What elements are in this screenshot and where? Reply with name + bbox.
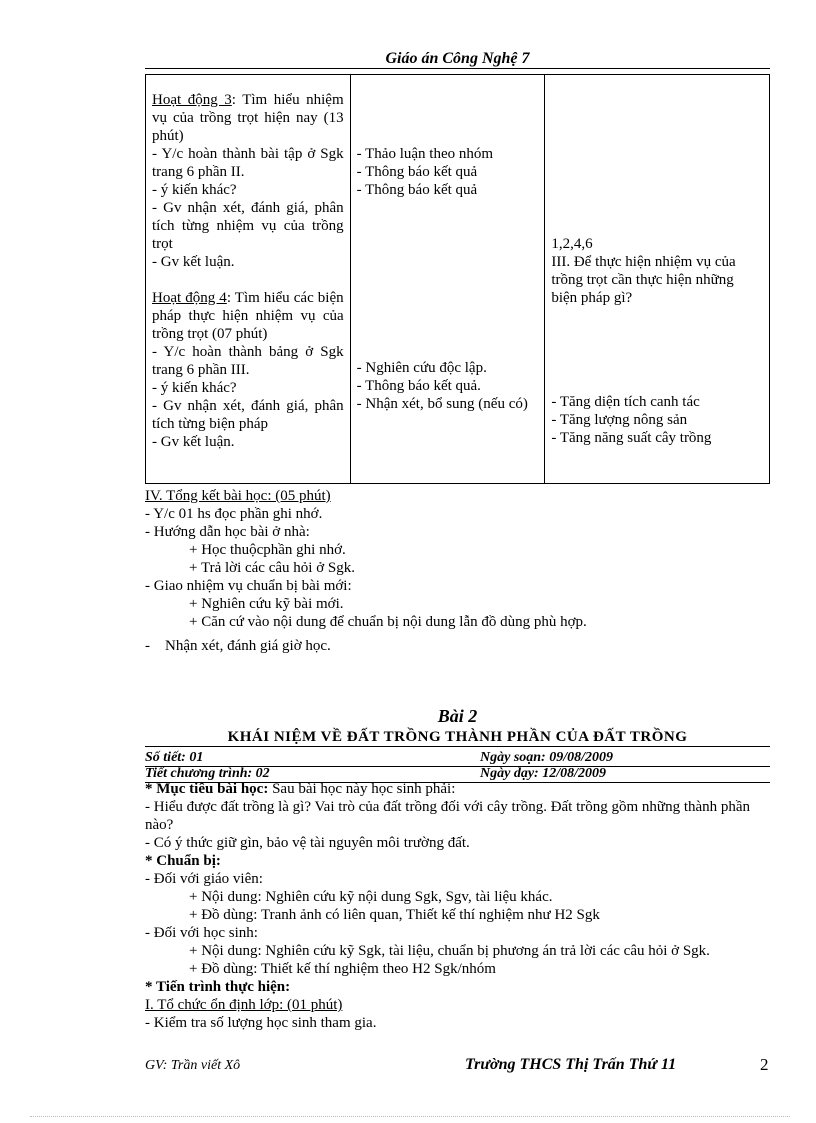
objectives-heading: * Mục tiêu bài học: Sau bài học này học sinh phải:	[145, 781, 456, 797]
objective-line: - Hiểu được đất trồng là gì? Vai trò của đất trồng đối với cây trồng. Đất trồng gồm những thành phần nào?	[145, 799, 751, 833]
measure-item: - Tăng diện tích canh tác	[551, 394, 700, 410]
activity-3-line: - Y/c hoàn thành bài tập ở Sgk trang 6 phần II.	[152, 146, 344, 180]
so-tiet: Số tiết: 01	[145, 750, 204, 765]
prep-line: + Nội dung: Nghiên cứu kỹ Sgk, tài liệu, chuẩn bị phương án trả lời các câu hỏi ở Sgk.	[189, 943, 710, 959]
procedure-line: I. Tổ chức ổn định lớp: (01 phút)	[145, 997, 343, 1013]
student-line: - Thông báo kết quả.	[356, 378, 481, 394]
answer-text: 1,2,4,6	[551, 236, 593, 252]
prep-line: + Nội dung: Nghiên cứu kỹ nội dung Sgk, Sgv, tài liệu khác.	[189, 889, 553, 905]
page-bottom-divider	[30, 1116, 790, 1117]
lesson-meta-row	[145, 750, 770, 767]
lesson-body	[145, 780, 775, 1032]
ngay-soan: Ngày soạn: 09/08/2009	[480, 750, 613, 765]
summary-line: - Y/c 01 hs đọc phần ghi nhớ.	[145, 506, 323, 522]
prep-line: - Đối với giáo viên:	[145, 871, 263, 887]
objective-line: - Có ý thức giữ gìn, bảo vệ tài nguyên môi trường đất.	[145, 835, 470, 851]
preparation-heading: * Chuẩn bị:	[145, 853, 221, 869]
activity-3-line: - Gv nhận xét, đánh giá, phân tích từng nhiệm vụ của trồng trọt	[152, 200, 344, 252]
content-cell	[545, 75, 770, 484]
page-number: 2	[760, 1055, 769, 1074]
activity-4-line: - Gv kết luận.	[152, 434, 235, 450]
student-line: - Nghiên cứu độc lập.	[356, 360, 487, 376]
footer-author: GV: Trần viết Xô	[145, 1058, 241, 1073]
page-header: Giáo án Công Nghệ 7	[385, 50, 530, 67]
measure-item: - Tăng lượng nông sản	[551, 412, 688, 428]
student-activities-cell	[350, 75, 545, 484]
student-line: - Nhận xét, bổ sung (nếu có)	[356, 396, 528, 412]
activity-3-heading: Hoạt động 3: Tìm hiểu nhiệm vụ của trồng trọt hiện nay (13 phút)	[152, 92, 344, 144]
measure-item: - Tăng năng suất cây trồng	[551, 430, 712, 446]
prep-line: + Đồ dùng: Tranh ảnh có liên quan, Thiết kế thí nghiệm như H2 Sgk	[189, 907, 600, 923]
procedure-heading: * Tiến trình thực hiện:	[145, 979, 291, 995]
summary-line: - Giao nhiệm vụ chuẩn bị bài mới:	[145, 578, 352, 594]
activity-3-line: - ý kiến khác?	[152, 182, 237, 198]
summary-line: + Học thuộcphần ghi nhớ.	[189, 542, 346, 558]
lesson-number: Bài 2	[437, 706, 478, 726]
summary-line: + Nghiên cứu kỹ bài mới.	[189, 596, 344, 612]
summary-line: - Hướng dẫn học bài ở nhà:	[145, 524, 310, 540]
summary-section	[145, 487, 775, 655]
lesson-title: KHÁI NIỆM VỀ ĐẤT TRỒNG THÀNH PHẦN CỦA ĐẤT TRỒNG	[145, 728, 770, 747]
activity-4-line: - Y/c hoàn thành bảng ở Sgk trang 6 phần III.	[152, 344, 344, 378]
footer-school: Trường THCS Thị Trấn Thứ 11	[465, 1056, 677, 1073]
prep-line: + Đồ dùng: Thiết kế thí nghiệm theo H2 Sgk/nhóm	[189, 961, 496, 977]
procedure-line: - Kiểm tra số lượng học sinh tham gia.	[145, 1015, 377, 1031]
header-rule	[145, 68, 770, 69]
teacher-activities-cell	[146, 75, 351, 484]
summary-line: + Trả lời các câu hỏi ở Sgk.	[189, 560, 355, 576]
summary-line: + Căn cứ vào nội dung để chuẩn bị nội dung lẫn đồ dùng phù hợp.	[189, 614, 587, 630]
table-row	[146, 75, 770, 484]
student-line: - Thông báo kết quả	[356, 182, 478, 198]
tiet-chuong-trinh: Tiết chương trình: 02	[145, 766, 270, 781]
student-line: - Thông báo kết quả	[356, 164, 478, 180]
summary-line: - Nhận xét, đánh giá giờ học.	[145, 638, 331, 654]
ngay-day: Ngày dạy: 12/08/2009	[480, 766, 606, 781]
activity-3-line: - Gv kết luận.	[152, 254, 235, 270]
question-text: III. Để thực hiện nhiệm vụ của trồng trọt cần thực hiện những biện pháp gì?	[551, 254, 736, 306]
prep-line: - Đối với học sinh:	[145, 925, 258, 941]
activity-4-line: - Gv nhận xét, đánh giá, phân tích từng biện pháp	[152, 398, 344, 432]
activity-4-line: - ý kiến khác?	[152, 380, 237, 396]
activity-4-heading: Hoạt động 4: Tìm hiểu các biện pháp thực hiện nhiệm vụ của trồng trọt (07 phút)	[152, 290, 344, 342]
summary-title: IV. Tổng kết bài học: (05 phút)	[145, 488, 331, 504]
activity-table	[145, 74, 770, 484]
student-line: - Thảo luận theo nhóm	[356, 146, 494, 162]
